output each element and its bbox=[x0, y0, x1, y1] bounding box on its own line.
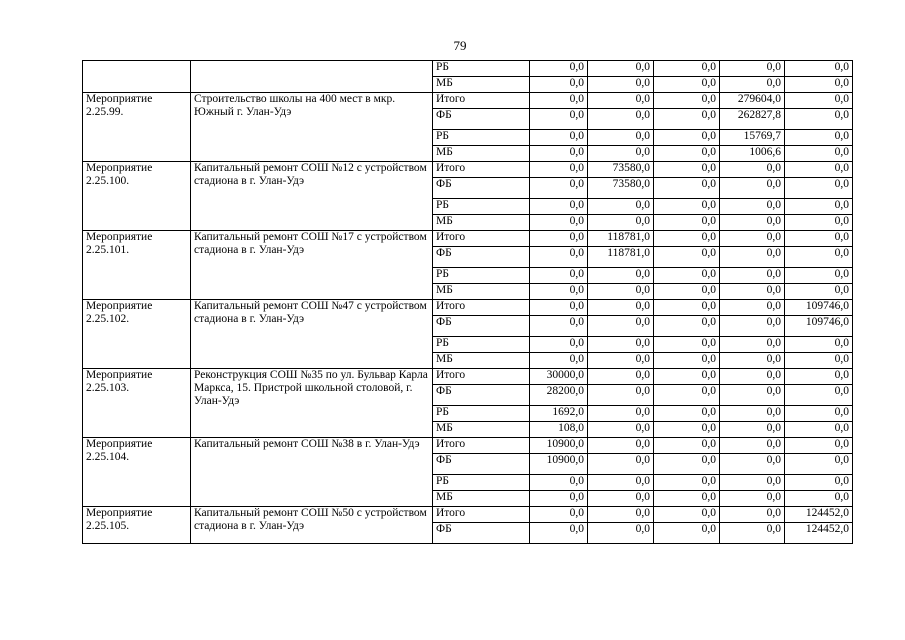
value-cell: 0,0 bbox=[654, 162, 720, 178]
value-cell: 0,0 bbox=[588, 61, 654, 77]
value-cell: 0,0 bbox=[720, 422, 785, 438]
code-cell bbox=[83, 61, 191, 93]
value-cell: 0,0 bbox=[654, 438, 720, 454]
budget-source-cell: РБ bbox=[433, 199, 530, 215]
value-cell: 0,0 bbox=[785, 385, 853, 406]
value-cell: 0,0 bbox=[530, 337, 588, 353]
value-cell: 1006,6 bbox=[720, 146, 785, 162]
value-cell: 0,0 bbox=[720, 454, 785, 475]
budget-source-cell: Итого bbox=[433, 162, 530, 178]
value-cell: 124452,0 bbox=[785, 507, 853, 523]
value-cell: 0,0 bbox=[654, 61, 720, 77]
value-cell: 0,0 bbox=[530, 507, 588, 523]
value-cell: 0,0 bbox=[720, 247, 785, 268]
value-cell: 0,0 bbox=[654, 406, 720, 422]
value-cell: 0,0 bbox=[785, 130, 853, 146]
value-cell: 0,0 bbox=[720, 284, 785, 300]
value-cell: 0,0 bbox=[785, 422, 853, 438]
value-cell: 0,0 bbox=[588, 300, 654, 316]
value-cell: 0,0 bbox=[654, 422, 720, 438]
value-cell: 0,0 bbox=[785, 369, 853, 385]
value-cell: 0,0 bbox=[654, 284, 720, 300]
value-cell: 0,0 bbox=[588, 284, 654, 300]
value-cell: 1692,0 bbox=[530, 406, 588, 422]
budget-source-cell: МБ bbox=[433, 146, 530, 162]
value-cell: 0,0 bbox=[785, 77, 853, 93]
value-cell: 0,0 bbox=[588, 507, 654, 523]
value-cell: 0,0 bbox=[654, 146, 720, 162]
value-cell: 0,0 bbox=[720, 215, 785, 231]
value-cell: 0,0 bbox=[785, 268, 853, 284]
budget-source-cell: Итого bbox=[433, 438, 530, 454]
value-cell: 0,0 bbox=[588, 199, 654, 215]
value-cell: 0,0 bbox=[588, 369, 654, 385]
value-cell: 0,0 bbox=[654, 369, 720, 385]
value-cell: 73580,0 bbox=[588, 178, 654, 199]
value-cell: 0,0 bbox=[720, 77, 785, 93]
value-cell: 0,0 bbox=[588, 109, 654, 130]
table-row bbox=[83, 300, 853, 316]
value-cell: 0,0 bbox=[530, 146, 588, 162]
value-cell: 0,0 bbox=[654, 93, 720, 109]
value-cell: 0,0 bbox=[785, 475, 853, 491]
value-cell: 0,0 bbox=[654, 109, 720, 130]
value-cell: 0,0 bbox=[720, 507, 785, 523]
value-cell: 0,0 bbox=[654, 491, 720, 507]
value-cell: 0,0 bbox=[588, 337, 654, 353]
value-cell: 0,0 bbox=[785, 454, 853, 475]
activity-name: Капитальный ремонт СОШ №12 с устройством стадиона в г. Улан-Удэ bbox=[191, 162, 433, 231]
value-cell: 0,0 bbox=[720, 337, 785, 353]
budget-source-cell: РБ bbox=[433, 337, 530, 353]
value-cell: 0,0 bbox=[785, 406, 853, 422]
value-cell: 0,0 bbox=[530, 162, 588, 178]
value-cell: 0,0 bbox=[654, 300, 720, 316]
value-cell: 0,0 bbox=[530, 491, 588, 507]
value-cell: 0,0 bbox=[530, 523, 588, 544]
value-cell: 0,0 bbox=[530, 300, 588, 316]
value-cell: 0,0 bbox=[530, 316, 588, 337]
value-cell: 0,0 bbox=[654, 523, 720, 544]
budget-source-cell: ФБ bbox=[433, 385, 530, 406]
table-row bbox=[83, 507, 853, 523]
value-cell: 0,0 bbox=[654, 454, 720, 475]
value-cell: 10900,0 bbox=[530, 438, 588, 454]
budget-source-cell: Итого bbox=[433, 507, 530, 523]
value-cell: 0,0 bbox=[720, 199, 785, 215]
activity-code: Мероприятие 2.25.104. bbox=[83, 438, 191, 507]
value-cell: 0,0 bbox=[530, 77, 588, 93]
budget-source-cell: РБ bbox=[433, 61, 530, 77]
budget-source-cell: МБ bbox=[433, 77, 530, 93]
budget-source-cell: РБ bbox=[433, 130, 530, 146]
value-cell: 124452,0 bbox=[785, 523, 853, 544]
page-number: 79 bbox=[453, 38, 467, 53]
value-cell: 0,0 bbox=[654, 385, 720, 406]
activity-name: Капитальный ремонт СОШ №38 в г. Улан-Удэ bbox=[191, 438, 433, 507]
value-cell: 0,0 bbox=[785, 337, 853, 353]
value-cell: 0,0 bbox=[654, 353, 720, 369]
value-cell: 10900,0 bbox=[530, 454, 588, 475]
budget-source-cell: РБ bbox=[433, 406, 530, 422]
value-cell: 0,0 bbox=[530, 353, 588, 369]
value-cell: 0,0 bbox=[530, 247, 588, 268]
budget-source-cell: ФБ bbox=[433, 316, 530, 337]
value-cell: 109746,0 bbox=[785, 316, 853, 337]
value-cell: 0,0 bbox=[530, 475, 588, 491]
activity-code: Мероприятие 2.25.102. bbox=[83, 300, 191, 369]
budget-source-cell: Итого bbox=[433, 231, 530, 247]
value-cell: 0,0 bbox=[654, 337, 720, 353]
value-cell: 0,0 bbox=[588, 422, 654, 438]
value-cell: 0,0 bbox=[654, 316, 720, 337]
value-cell: 118781,0 bbox=[588, 231, 654, 247]
value-cell: 0,0 bbox=[785, 109, 853, 130]
value-cell: 0,0 bbox=[720, 300, 785, 316]
value-cell: 0,0 bbox=[720, 406, 785, 422]
name-cell bbox=[191, 61, 433, 93]
value-cell: 0,0 bbox=[785, 61, 853, 77]
value-cell: 0,0 bbox=[588, 406, 654, 422]
value-cell: 0,0 bbox=[588, 316, 654, 337]
value-cell: 0,0 bbox=[785, 284, 853, 300]
value-cell: 0,0 bbox=[654, 77, 720, 93]
activity-name: Реконструкция СОШ №35 по ул. Бульвар Карла Маркса, 15. Пристрой школьной столовой, г. Улан-Удэ bbox=[191, 369, 433, 438]
value-cell: 15769,7 bbox=[720, 130, 785, 146]
budget-source-cell: Итого bbox=[433, 369, 530, 385]
activity-name: Капитальный ремонт СОШ №50 с устройством стадиона в г. Улан-Удэ bbox=[191, 507, 433, 544]
value-cell: 0,0 bbox=[720, 353, 785, 369]
activity-code: Мероприятие 2.25.105. bbox=[83, 507, 191, 544]
value-cell: 0,0 bbox=[588, 130, 654, 146]
value-cell: 0,0 bbox=[530, 61, 588, 77]
value-cell: 0,0 bbox=[785, 231, 853, 247]
value-cell: 0,0 bbox=[530, 215, 588, 231]
value-cell: 0,0 bbox=[588, 491, 654, 507]
budget-source-cell: МБ bbox=[433, 422, 530, 438]
value-cell: 279604,0 bbox=[720, 93, 785, 109]
activity-name: Строительство школы на 400 мест в мкр. Южный г. Улан-Удэ bbox=[191, 93, 433, 162]
value-cell: 0,0 bbox=[785, 438, 853, 454]
value-cell: 0,0 bbox=[588, 475, 654, 491]
value-cell: 0,0 bbox=[720, 438, 785, 454]
value-cell: 262827,8 bbox=[720, 109, 785, 130]
value-cell: 0,0 bbox=[785, 162, 853, 178]
activity-code: Мероприятие 2.25.100. bbox=[83, 162, 191, 231]
value-cell: 0,0 bbox=[785, 146, 853, 162]
value-cell: 0,0 bbox=[720, 385, 785, 406]
activity-code: Мероприятие 2.25.103. bbox=[83, 369, 191, 438]
value-cell: 0,0 bbox=[654, 507, 720, 523]
budget-source-cell: МБ bbox=[433, 284, 530, 300]
value-cell: 0,0 bbox=[530, 268, 588, 284]
value-cell: 73580,0 bbox=[588, 162, 654, 178]
value-cell: 0,0 bbox=[588, 438, 654, 454]
value-cell: 0,0 bbox=[588, 268, 654, 284]
table-row bbox=[83, 231, 853, 247]
value-cell: 0,0 bbox=[588, 146, 654, 162]
value-cell: 0,0 bbox=[588, 353, 654, 369]
value-cell: 0,0 bbox=[530, 284, 588, 300]
value-cell: 0,0 bbox=[654, 178, 720, 199]
value-cell: 0,0 bbox=[720, 523, 785, 544]
budget-source-cell: МБ bbox=[433, 491, 530, 507]
table-row bbox=[83, 61, 853, 77]
value-cell: 0,0 bbox=[588, 77, 654, 93]
budget-source-cell: Итого bbox=[433, 300, 530, 316]
activity-name: Капитальный ремонт СОШ №47 с устройством стадиона в г. Улан-Удэ bbox=[191, 300, 433, 369]
value-cell: 0,0 bbox=[588, 523, 654, 544]
value-cell: 0,0 bbox=[588, 215, 654, 231]
value-cell: 0,0 bbox=[530, 199, 588, 215]
table-row bbox=[83, 438, 853, 454]
table-row bbox=[83, 369, 853, 385]
value-cell: 0,0 bbox=[530, 231, 588, 247]
value-cell: 30000,0 bbox=[530, 369, 588, 385]
value-cell: 0,0 bbox=[720, 475, 785, 491]
value-cell: 0,0 bbox=[654, 199, 720, 215]
budget-source-cell: РБ bbox=[433, 268, 530, 284]
value-cell: 0,0 bbox=[530, 109, 588, 130]
budget-source-cell: ФБ bbox=[433, 454, 530, 475]
budget-source-cell: ФБ bbox=[433, 109, 530, 130]
budget-source-cell: ФБ bbox=[433, 247, 530, 268]
value-cell: 0,0 bbox=[588, 385, 654, 406]
budget-source-cell: МБ bbox=[433, 353, 530, 369]
budget-source-cell: РБ bbox=[433, 475, 530, 491]
value-cell: 28200,0 bbox=[530, 385, 588, 406]
value-cell: 0,0 bbox=[654, 268, 720, 284]
budget-table bbox=[82, 60, 853, 544]
budget-source-cell: МБ bbox=[433, 215, 530, 231]
value-cell: 0,0 bbox=[720, 61, 785, 77]
budget-source-cell: ФБ bbox=[433, 178, 530, 199]
value-cell: 118781,0 bbox=[588, 247, 654, 268]
value-cell: 0,0 bbox=[785, 93, 853, 109]
value-cell: 0,0 bbox=[530, 178, 588, 199]
value-cell: 0,0 bbox=[654, 247, 720, 268]
value-cell: 0,0 bbox=[720, 316, 785, 337]
value-cell: 0,0 bbox=[530, 93, 588, 109]
value-cell: 0,0 bbox=[720, 231, 785, 247]
value-cell: 0,0 bbox=[720, 268, 785, 284]
value-cell: 0,0 bbox=[530, 130, 588, 146]
value-cell: 0,0 bbox=[785, 247, 853, 268]
value-cell: 109746,0 bbox=[785, 300, 853, 316]
value-cell: 0,0 bbox=[720, 178, 785, 199]
activity-code: Мероприятие 2.25.99. bbox=[83, 93, 191, 162]
value-cell: 0,0 bbox=[654, 130, 720, 146]
value-cell: 0,0 bbox=[720, 369, 785, 385]
budget-source-cell: ФБ bbox=[433, 523, 530, 544]
value-cell: 0,0 bbox=[588, 93, 654, 109]
value-cell: 0,0 bbox=[785, 215, 853, 231]
budget-source-cell: Итого bbox=[433, 93, 530, 109]
value-cell: 108,0 bbox=[530, 422, 588, 438]
value-cell: 0,0 bbox=[785, 353, 853, 369]
value-cell: 0,0 bbox=[785, 491, 853, 507]
value-cell: 0,0 bbox=[720, 162, 785, 178]
table-row bbox=[83, 162, 853, 178]
value-cell: 0,0 bbox=[785, 178, 853, 199]
activity-name: Капитальный ремонт СОШ №17 с устройством стадиона в г. Улан-Удэ bbox=[191, 231, 433, 300]
value-cell: 0,0 bbox=[785, 199, 853, 215]
value-cell: 0,0 bbox=[654, 231, 720, 247]
table-row bbox=[83, 93, 853, 109]
activity-code: Мероприятие 2.25.101. bbox=[83, 231, 191, 300]
value-cell: 0,0 bbox=[588, 454, 654, 475]
value-cell: 0,0 bbox=[720, 491, 785, 507]
value-cell: 0,0 bbox=[654, 215, 720, 231]
value-cell: 0,0 bbox=[654, 475, 720, 491]
